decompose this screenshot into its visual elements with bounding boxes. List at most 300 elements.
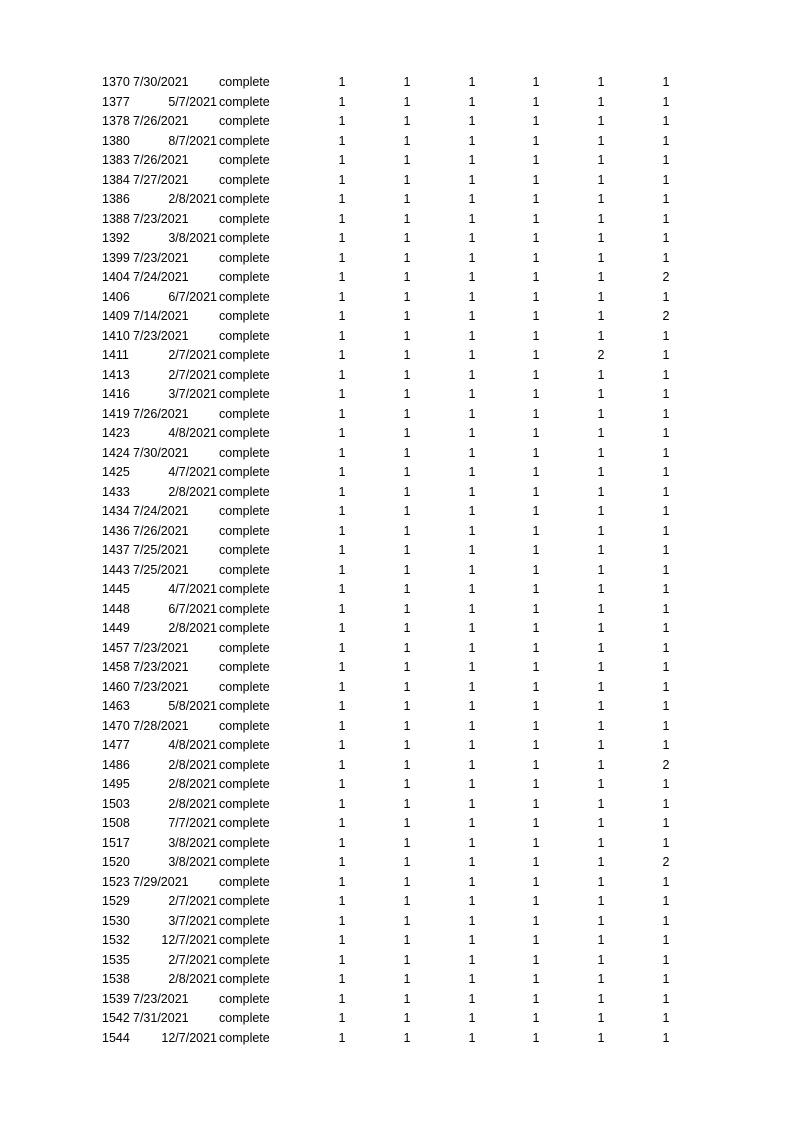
row-value-1: 1 <box>338 250 346 265</box>
row-value-2: 1 <box>403 777 411 791</box>
row-value-6: 1 <box>662 153 670 167</box>
row-value-6: 1 <box>662 543 670 557</box>
row-value-3: 1 <box>468 445 476 460</box>
row-date: 2/8/2021 <box>168 192 217 206</box>
row-value-4: 1 <box>532 211 540 226</box>
row-value-1: 1 <box>338 679 346 694</box>
row-value-6: 1 <box>662 640 670 655</box>
row-value-2: 1 <box>403 718 411 733</box>
row-value-3: 1 <box>468 75 476 89</box>
row-value-4: 1 <box>532 835 540 850</box>
row-value-2: 1 <box>403 153 411 167</box>
table-row <box>102 561 702 581</box>
row-status: complete <box>219 192 270 206</box>
row-value-2: 1 <box>403 621 411 635</box>
row-value-4: 1 <box>532 718 540 733</box>
row-value-2: 1 <box>403 445 411 460</box>
row-value-3: 1 <box>468 504 476 518</box>
row-status: complete <box>219 582 270 596</box>
row-date: 2/7/2021 <box>168 952 217 967</box>
row-status: complete <box>219 465 270 479</box>
row-value-5: 1 <box>597 933 605 947</box>
row-value-1: 1 <box>338 757 346 772</box>
table-row <box>102 483 702 503</box>
row-value-3: 1 <box>468 114 476 128</box>
row-value-1: 1 <box>338 1011 346 1025</box>
row-value-5: 1 <box>597 172 605 187</box>
row-value-1: 1 <box>338 796 346 811</box>
table-row <box>102 1029 702 1049</box>
table-row <box>102 678 702 698</box>
row-value-6: 1 <box>662 874 670 889</box>
row-value-5: 2 <box>597 348 605 362</box>
row-status: complete <box>219 250 270 265</box>
row-value-4: 1 <box>532 816 540 830</box>
row-value-1: 1 <box>338 913 346 928</box>
row-value-2: 1 <box>403 543 411 557</box>
row-value-1: 1 <box>338 114 346 128</box>
row-status: complete <box>219 445 270 460</box>
row-id: 1448 <box>102 601 130 616</box>
row-value-6: 1 <box>662 894 670 908</box>
row-id: 1538 <box>102 972 130 986</box>
row-date: 7/31/2021 <box>133 1011 189 1025</box>
row-value-1: 1 <box>338 133 346 148</box>
row-value-5: 1 <box>597 484 605 499</box>
row-value-2: 1 <box>403 601 411 616</box>
row-date: 7/26/2021 <box>133 153 189 167</box>
row-id: 1423 <box>102 426 130 440</box>
row-value-4: 1 <box>532 445 540 460</box>
row-date: 12/7/2021 <box>161 933 217 947</box>
row-id: 1436 <box>102 523 130 538</box>
row-value-4: 1 <box>532 621 540 635</box>
row-date: 7/23/2021 <box>133 211 189 226</box>
row-value-5: 1 <box>597 718 605 733</box>
row-value-4: 1 <box>532 523 540 538</box>
row-value-3: 1 <box>468 153 476 167</box>
row-value-2: 1 <box>403 991 411 1006</box>
row-value-4: 1 <box>532 952 540 967</box>
row-status: complete <box>219 952 270 967</box>
row-value-2: 1 <box>403 523 411 538</box>
row-value-2: 1 <box>403 952 411 967</box>
row-status: complete <box>219 640 270 655</box>
row-value-2: 1 <box>403 231 411 245</box>
row-value-1: 1 <box>338 406 346 421</box>
row-id: 1529 <box>102 894 130 908</box>
row-value-2: 1 <box>403 640 411 655</box>
row-value-6: 1 <box>662 426 670 440</box>
row-value-3: 1 <box>468 289 476 304</box>
row-value-5: 1 <box>597 406 605 421</box>
row-value-2: 1 <box>403 192 411 206</box>
row-id: 1530 <box>102 913 130 928</box>
row-value-3: 1 <box>468 465 476 479</box>
row-value-4: 1 <box>532 309 540 323</box>
row-date: 2/7/2021 <box>168 367 217 382</box>
row-value-6: 1 <box>662 777 670 791</box>
row-value-2: 1 <box>403 289 411 304</box>
row-value-6: 1 <box>662 1011 670 1025</box>
row-status: complete <box>219 816 270 830</box>
row-value-1: 1 <box>338 445 346 460</box>
row-value-3: 1 <box>468 738 476 752</box>
row-value-1: 1 <box>338 153 346 167</box>
row-value-4: 1 <box>532 367 540 382</box>
row-id: 1388 <box>102 211 130 226</box>
row-date: 7/23/2021 <box>133 991 189 1006</box>
row-status: complete <box>219 718 270 733</box>
row-date: 7/25/2021 <box>133 562 189 577</box>
row-value-3: 1 <box>468 231 476 245</box>
row-value-1: 1 <box>338 991 346 1006</box>
row-status: complete <box>219 894 270 908</box>
row-status: complete <box>219 1030 270 1045</box>
row-status: complete <box>219 1011 270 1025</box>
row-id: 1443 <box>102 562 130 577</box>
row-value-3: 1 <box>468 816 476 830</box>
row-value-6: 1 <box>662 465 670 479</box>
row-value-5: 1 <box>597 211 605 226</box>
table-row <box>102 327 702 347</box>
row-date: 3/7/2021 <box>168 387 217 401</box>
row-value-2: 1 <box>403 796 411 811</box>
row-status: complete <box>219 94 270 109</box>
row-status: complete <box>219 601 270 616</box>
row-value-5: 1 <box>597 796 605 811</box>
row-date: 2/8/2021 <box>168 621 217 635</box>
row-value-3: 1 <box>468 309 476 323</box>
row-value-2: 1 <box>403 874 411 889</box>
row-value-1: 1 <box>338 328 346 343</box>
row-value-6: 1 <box>662 504 670 518</box>
row-value-6: 1 <box>662 835 670 850</box>
row-date: 7/23/2021 <box>133 679 189 694</box>
row-value-5: 1 <box>597 972 605 986</box>
row-value-6: 1 <box>662 387 670 401</box>
row-value-6: 2 <box>662 270 670 284</box>
row-value-1: 1 <box>338 94 346 109</box>
row-status: complete <box>219 153 270 167</box>
table-row <box>102 795 702 815</box>
row-date: 3/8/2021 <box>168 231 217 245</box>
row-id: 1406 <box>102 289 130 304</box>
row-status: complete <box>219 933 270 947</box>
row-id: 1437 <box>102 543 130 557</box>
row-value-5: 1 <box>597 991 605 1006</box>
row-value-1: 1 <box>338 231 346 245</box>
row-value-1: 1 <box>338 601 346 616</box>
row-date: 7/26/2021 <box>133 406 189 421</box>
row-value-5: 1 <box>597 640 605 655</box>
table-row <box>102 814 702 834</box>
row-value-6: 1 <box>662 250 670 265</box>
row-value-1: 1 <box>338 894 346 908</box>
row-value-1: 1 <box>338 367 346 382</box>
row-value-4: 1 <box>532 94 540 109</box>
table-row <box>102 190 702 210</box>
table-row <box>102 522 702 542</box>
row-value-2: 1 <box>403 738 411 752</box>
row-value-5: 1 <box>597 523 605 538</box>
row-id: 1460 <box>102 679 130 694</box>
row-value-1: 1 <box>338 738 346 752</box>
row-value-3: 1 <box>468 972 476 986</box>
table-row <box>102 424 702 444</box>
row-value-5: 1 <box>597 562 605 577</box>
row-date: 2/7/2021 <box>168 894 217 908</box>
row-value-5: 1 <box>597 952 605 967</box>
data-table <box>102 73 702 1048</box>
row-value-3: 1 <box>468 172 476 187</box>
row-value-4: 1 <box>532 465 540 479</box>
row-value-3: 1 <box>468 933 476 947</box>
row-value-1: 1 <box>338 172 346 187</box>
row-value-3: 1 <box>468 913 476 928</box>
row-value-1: 1 <box>338 1030 346 1045</box>
row-value-1: 1 <box>338 309 346 323</box>
row-id: 1508 <box>102 816 130 830</box>
table-row <box>102 931 702 951</box>
table-row <box>102 112 702 132</box>
row-value-3: 1 <box>468 699 476 713</box>
table-row <box>102 73 702 93</box>
row-status: complete <box>219 913 270 928</box>
table-row <box>102 151 702 171</box>
row-status: complete <box>219 757 270 772</box>
table-row <box>102 405 702 425</box>
row-value-2: 1 <box>403 211 411 226</box>
table-row <box>102 385 702 405</box>
row-value-1: 1 <box>338 543 346 557</box>
row-value-4: 1 <box>532 757 540 772</box>
row-value-5: 1 <box>597 192 605 206</box>
row-value-2: 1 <box>403 94 411 109</box>
row-value-3: 1 <box>468 133 476 148</box>
row-value-3: 1 <box>468 562 476 577</box>
table-row <box>102 502 702 522</box>
row-value-6: 1 <box>662 718 670 733</box>
table-row <box>102 873 702 893</box>
row-value-2: 1 <box>403 913 411 928</box>
row-value-4: 1 <box>532 991 540 1006</box>
row-value-3: 1 <box>468 426 476 440</box>
row-value-4: 1 <box>532 777 540 791</box>
table-row <box>102 853 702 873</box>
row-value-1: 1 <box>338 933 346 947</box>
row-value-6: 1 <box>662 562 670 577</box>
table-row <box>102 346 702 366</box>
row-value-3: 1 <box>468 679 476 694</box>
row-id: 1445 <box>102 582 130 596</box>
row-status: complete <box>219 348 270 362</box>
row-date: 2/8/2021 <box>168 777 217 791</box>
row-id: 1410 <box>102 328 130 343</box>
row-value-4: 1 <box>532 855 540 869</box>
row-value-5: 1 <box>597 94 605 109</box>
row-value-6: 2 <box>662 855 670 869</box>
table-row <box>102 444 702 464</box>
row-value-5: 1 <box>597 328 605 343</box>
row-id: 1409 <box>102 309 130 323</box>
row-value-1: 1 <box>338 640 346 655</box>
row-status: complete <box>219 874 270 889</box>
row-value-4: 1 <box>532 270 540 284</box>
row-value-4: 1 <box>532 640 540 655</box>
table-row <box>102 990 702 1010</box>
row-value-4: 1 <box>532 679 540 694</box>
row-date: 7/29/2021 <box>133 874 189 889</box>
row-value-2: 1 <box>403 114 411 128</box>
row-value-5: 1 <box>597 309 605 323</box>
row-value-1: 1 <box>338 348 346 362</box>
row-value-4: 1 <box>532 562 540 577</box>
row-value-6: 1 <box>662 114 670 128</box>
row-id: 1486 <box>102 757 130 772</box>
row-date: 3/8/2021 <box>168 835 217 850</box>
row-value-4: 1 <box>532 192 540 206</box>
row-date: 7/24/2021 <box>133 270 189 284</box>
row-value-4: 1 <box>532 504 540 518</box>
table-row <box>102 970 702 990</box>
row-value-1: 1 <box>338 952 346 967</box>
row-value-4: 1 <box>532 913 540 928</box>
row-value-2: 1 <box>403 172 411 187</box>
row-date: 7/24/2021 <box>133 504 189 518</box>
row-status: complete <box>219 777 270 791</box>
row-value-5: 1 <box>597 894 605 908</box>
row-id: 1416 <box>102 387 130 401</box>
row-value-5: 1 <box>597 133 605 148</box>
row-date: 2/8/2021 <box>168 757 217 772</box>
row-date: 2/8/2021 <box>168 972 217 986</box>
row-value-4: 1 <box>532 874 540 889</box>
row-date: 4/8/2021 <box>168 426 217 440</box>
row-value-4: 1 <box>532 406 540 421</box>
row-value-2: 1 <box>403 406 411 421</box>
row-date: 2/7/2021 <box>168 348 217 362</box>
row-value-1: 1 <box>338 426 346 440</box>
row-status: complete <box>219 562 270 577</box>
row-value-2: 1 <box>403 504 411 518</box>
row-value-5: 1 <box>597 1011 605 1025</box>
row-value-1: 1 <box>338 523 346 538</box>
row-value-4: 1 <box>532 250 540 265</box>
row-status: complete <box>219 484 270 499</box>
row-status: complete <box>219 504 270 518</box>
row-value-2: 1 <box>403 426 411 440</box>
row-date: 5/7/2021 <box>168 94 217 109</box>
row-value-1: 1 <box>338 816 346 830</box>
row-value-4: 1 <box>532 1030 540 1045</box>
row-value-1: 1 <box>338 465 346 479</box>
row-status: complete <box>219 367 270 382</box>
row-value-6: 1 <box>662 75 670 89</box>
row-status: complete <box>219 699 270 713</box>
row-date: 7/23/2021 <box>133 660 189 674</box>
row-value-5: 1 <box>597 270 605 284</box>
table-row <box>102 912 702 932</box>
row-value-5: 1 <box>597 582 605 596</box>
row-id: 1377 <box>102 94 130 109</box>
row-value-3: 1 <box>468 484 476 499</box>
row-value-6: 2 <box>662 309 670 323</box>
row-date: 7/26/2021 <box>133 114 189 128</box>
row-value-3: 1 <box>468 660 476 674</box>
row-value-6: 1 <box>662 172 670 187</box>
row-value-5: 1 <box>597 835 605 850</box>
row-value-6: 1 <box>662 1030 670 1045</box>
row-status: complete <box>219 738 270 752</box>
row-value-6: 1 <box>662 328 670 343</box>
row-value-1: 1 <box>338 699 346 713</box>
row-value-6: 2 <box>662 757 670 772</box>
row-value-5: 1 <box>597 231 605 245</box>
row-status: complete <box>219 114 270 128</box>
row-value-2: 1 <box>403 367 411 382</box>
row-value-3: 1 <box>468 94 476 109</box>
row-value-4: 1 <box>532 894 540 908</box>
row-status: complete <box>219 855 270 869</box>
row-value-1: 1 <box>338 192 346 206</box>
table-row <box>102 93 702 113</box>
row-value-5: 1 <box>597 387 605 401</box>
row-value-2: 1 <box>403 484 411 499</box>
row-status: complete <box>219 211 270 226</box>
row-id: 1532 <box>102 933 130 947</box>
row-value-2: 1 <box>403 679 411 694</box>
table-row <box>102 892 702 912</box>
row-id: 1523 <box>102 874 130 889</box>
row-value-3: 1 <box>468 250 476 265</box>
row-id: 1517 <box>102 835 130 850</box>
row-value-4: 1 <box>532 582 540 596</box>
row-value-6: 1 <box>662 289 670 304</box>
row-value-2: 1 <box>403 933 411 947</box>
row-status: complete <box>219 75 270 89</box>
row-id: 1495 <box>102 777 130 791</box>
row-id: 1503 <box>102 796 130 811</box>
row-value-4: 1 <box>532 484 540 499</box>
row-value-6: 1 <box>662 94 670 109</box>
row-status: complete <box>219 270 270 284</box>
row-value-1: 1 <box>338 582 346 596</box>
row-value-2: 1 <box>403 699 411 713</box>
row-value-5: 1 <box>597 426 605 440</box>
row-id: 1458 <box>102 660 130 674</box>
row-date: 4/7/2021 <box>168 465 217 479</box>
row-value-5: 1 <box>597 660 605 674</box>
row-value-4: 1 <box>532 738 540 752</box>
row-status: complete <box>219 309 270 323</box>
row-value-6: 1 <box>662 796 670 811</box>
row-id: 1477 <box>102 738 130 752</box>
row-id: 1411 <box>102 348 129 362</box>
row-value-2: 1 <box>403 270 411 284</box>
row-date: 2/8/2021 <box>168 484 217 499</box>
row-value-3: 1 <box>468 855 476 869</box>
table-row <box>102 639 702 659</box>
row-value-2: 1 <box>403 1011 411 1025</box>
row-status: complete <box>219 387 270 401</box>
table-row <box>102 249 702 269</box>
row-id: 1424 <box>102 445 130 460</box>
row-value-2: 1 <box>403 1030 411 1045</box>
table-row <box>102 736 702 756</box>
row-value-6: 1 <box>662 621 670 635</box>
row-value-1: 1 <box>338 660 346 674</box>
